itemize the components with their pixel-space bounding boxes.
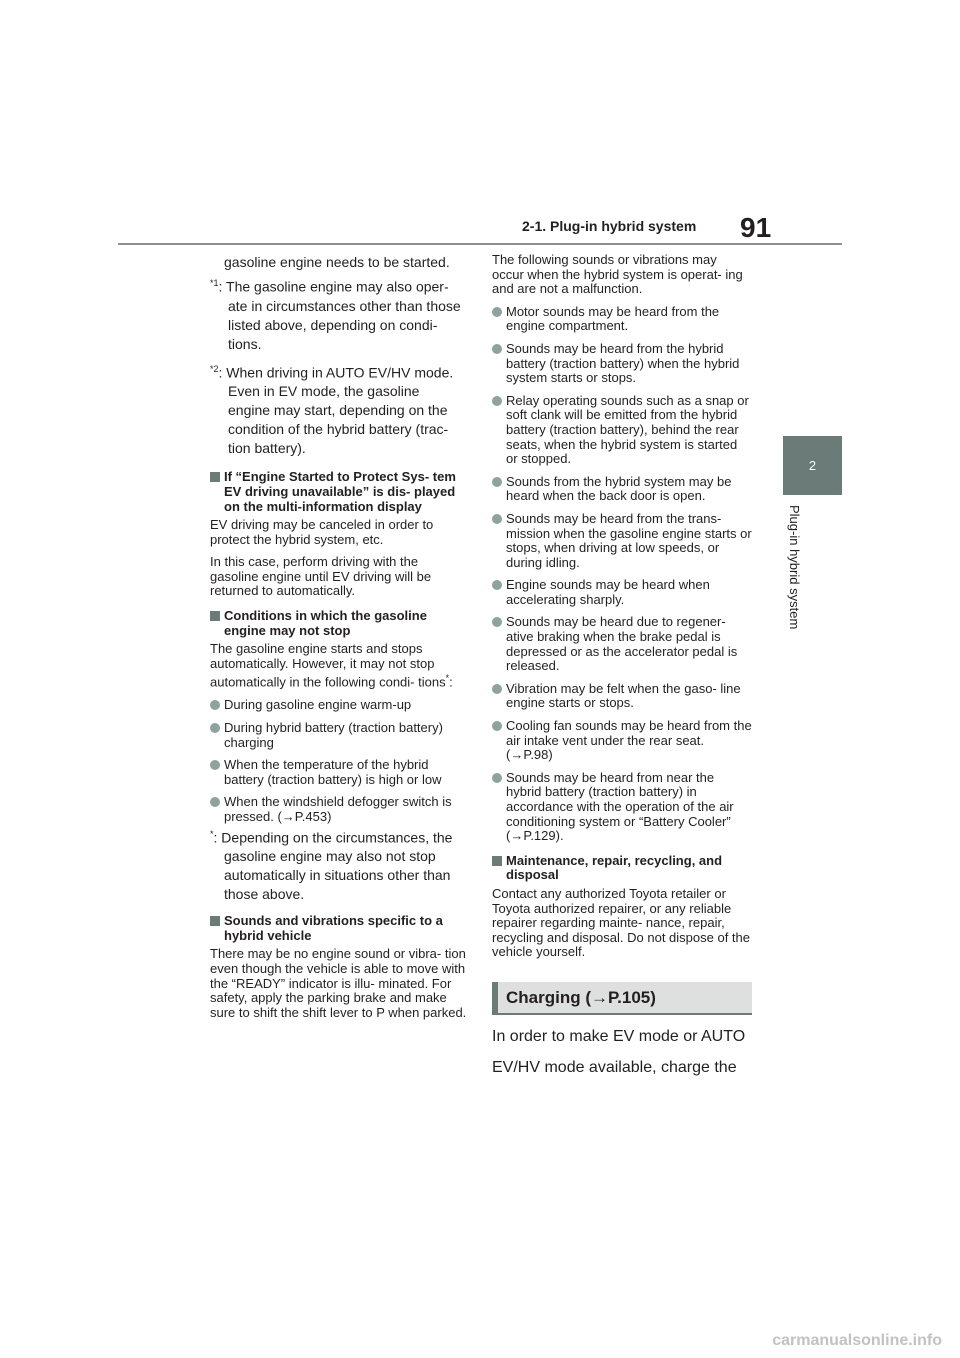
list-item: Sounds may be heard due to regener- ative braking when the brake pedal is depressed or as the accelerator pedal is released. <box>492 615 752 673</box>
footnote-2: $^{*2}$: When driving in AUTO EV/HV mode. Even in EV mode, the gasoline engine may start, depending on the condition of the hybrid battery (trac- tion battery). <box>210 363 454 457</box>
square-bullet-icon <box>492 856 502 866</box>
footnote-1: $^{*1}$: The gasoline engine may also oper- ate in circumstances other than those listed above, depending on condi- tions. <box>210 278 461 352</box>
section-title: 2-1. Plug-in hybrid system <box>522 218 697 234</box>
heading-engine-not-stop: Conditions in which the gasoline engine may not stop <box>210 609 468 638</box>
charging-link[interactable]: Charging (→P.105) <box>506 987 656 1007</box>
list-item: When the windshield defogger switch is pressed. (→P.453) <box>210 795 468 824</box>
watermark: carmanualsonline.info <box>772 1332 942 1349</box>
list-item: Cooling fan sounds may be heard from the air intake vent under the rear seat. (→P.98) <box>492 719 752 763</box>
list-item: Relay operating sounds such as a snap or soft clank will be emitted from the hybrid battery (traction battery), behind the rear seats, when the hybrid system is started or stopped. <box>492 394 752 467</box>
paragraph: Contact any authorized Toyota retailer or Toyota authorized repairer, or any reliable repairer regarding mainte- nance, repair, recycling and disposal. Do not dispose of the vehicle yourself. <box>492 885 750 960</box>
list-item: Engine sounds may be heard when accelerating sharply. <box>492 578 752 607</box>
footnote-3: *: Depending on the circumstances, the gasoline engine may also not stop automatically in situations other than those above. <box>210 828 453 903</box>
circle-bullet-icon <box>492 773 502 783</box>
square-bullet-icon <box>210 916 220 926</box>
list-item: Sounds may be heard from near the hybrid battery (traction battery) in accordance with the operation of the air conditioning system or “Battery Cooler” (→P.129). <box>492 771 752 844</box>
section-heading-charging <box>492 982 752 1013</box>
paragraph: In this case, perform driving with the gasoline engine until EV driving will be returned to automatically. <box>210 554 432 599</box>
list-item: When the temperature of the hybrid battery (traction battery) is high or low <box>210 758 468 787</box>
heading-engine-started: If “Engine Started to Protect Sys- tem EV driving unavailable” is dis- played on the multi-information display <box>210 470 468 514</box>
list-item: Sounds may be heard from the trans- mission when the gasoline engine starts or stops, when driving at low speeds, or during idling. <box>492 512 752 570</box>
heading-maintenance: Maintenance, repair, recycling, and disposal <box>492 854 752 883</box>
circle-bullet-icon <box>492 514 502 524</box>
square-bullet-icon <box>210 472 220 482</box>
circle-bullet-icon <box>210 723 220 733</box>
circle-bullet-icon <box>492 617 502 627</box>
circle-bullet-icon <box>210 700 220 710</box>
list-item: Sounds may be heard from the hybrid battery (traction battery) when the hybrid system starts or stops. <box>492 342 752 386</box>
heading-sounds-vibrations: Sounds and vibrations specific to a hybrid vehicle <box>210 914 468 943</box>
list-item: Motor sounds may be heard from the engine compartment. <box>492 305 752 334</box>
list-item: Sounds from the hybrid system may be heard when the back door is open. <box>492 475 752 504</box>
header-rule <box>118 243 842 245</box>
intro-line: gasoline engine needs to be started. <box>224 254 450 270</box>
circle-bullet-icon <box>210 797 220 807</box>
square-bullet-icon <box>210 611 220 621</box>
circle-bullet-icon <box>492 307 502 317</box>
circle-bullet-icon <box>492 396 502 406</box>
list-item: Vibration may be felt when the gaso- line engine starts or stops. <box>492 682 752 711</box>
circle-bullet-icon <box>492 580 502 590</box>
paragraph: There may be no engine sound or vibra- tion even though the vehicle is able to move with the “READY” indicator is illu- minated. For safety, apply the parking brake and make sure to shift the shift lever to P when parked. <box>210 946 467 1020</box>
right-column <box>492 253 752 1079</box>
list-item: During hybrid battery (traction battery) charging <box>210 721 468 750</box>
list-item: During gasoline engine warm-up <box>210 698 468 713</box>
circle-bullet-icon <box>492 721 502 731</box>
paragraph: In order to make EV mode or AUTO <box>492 1027 746 1045</box>
heading-underline <box>492 1013 752 1015</box>
chapter-tab[interactable] <box>783 436 842 495</box>
paragraph: EV driving may be canceled in order to protect the hybrid system, etc. <box>210 517 434 547</box>
paragraph: The gasoline engine starts and stops automatically. However, it may not stop automatically in the following condi- tions*: <box>210 641 453 690</box>
circle-bullet-icon <box>492 477 502 487</box>
circle-bullet-icon <box>492 684 502 694</box>
page-number: 91 <box>740 212 772 243</box>
paragraph: EV/HV mode available, charge the <box>492 1058 737 1076</box>
paragraph: The following sounds or vibrations may occur when the hybrid system is operat- ing and are not a malfunction. <box>492 252 743 297</box>
chapter-tab-number: 2 <box>808 458 817 473</box>
chapter-tab-label: Plug-in hybrid system <box>787 505 802 630</box>
left-column <box>210 253 468 1028</box>
circle-bullet-icon <box>210 760 220 770</box>
circle-bullet-icon <box>492 344 502 354</box>
